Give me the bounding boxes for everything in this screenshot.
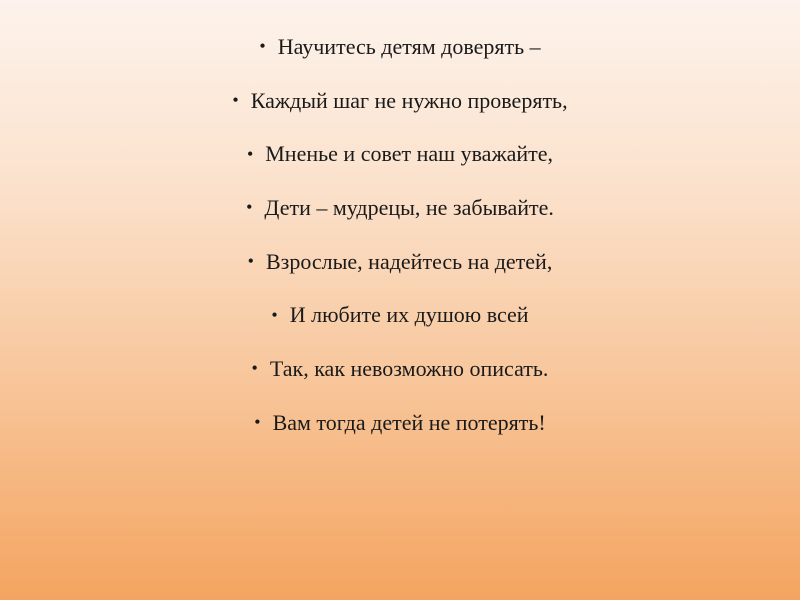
poem-line [0, 342, 800, 396]
poem-list [0, 20, 800, 450]
poem-line-text: И любите их душою всей [289, 302, 529, 328]
poem-line [0, 181, 800, 235]
bullet-icon: • [251, 358, 258, 379]
bullet-icon: • [246, 197, 253, 218]
poem-line [0, 288, 800, 342]
poem-line-text: Научитесь детям доверять – [277, 33, 541, 59]
poem-line-text: Мненье и совет наш уважайте, [265, 141, 554, 167]
poem-line [0, 235, 800, 289]
bullet-icon: • [254, 412, 261, 433]
poem-line [0, 20, 800, 74]
poem-line [0, 74, 800, 128]
bullet-icon: • [271, 304, 278, 325]
bullet-icon: • [232, 90, 239, 111]
bullet-icon: • [259, 36, 266, 57]
poem-line [0, 127, 800, 181]
poem-line-text: Дети – мудрецы, не забывайте. [264, 194, 554, 220]
poem-line-text: Взрослые, надейтесь на детей, [265, 248, 553, 274]
poem-line-text: Вам тогда детей не потерять! [272, 409, 546, 435]
bullet-icon: • [246, 143, 254, 164]
poem-line-text: Так, как невозможно описать. [269, 355, 549, 381]
poem-line-text: Каждый шаг не нужно проверять, [250, 87, 568, 113]
bullet-icon: • [247, 251, 254, 272]
poem-line [0, 396, 800, 450]
